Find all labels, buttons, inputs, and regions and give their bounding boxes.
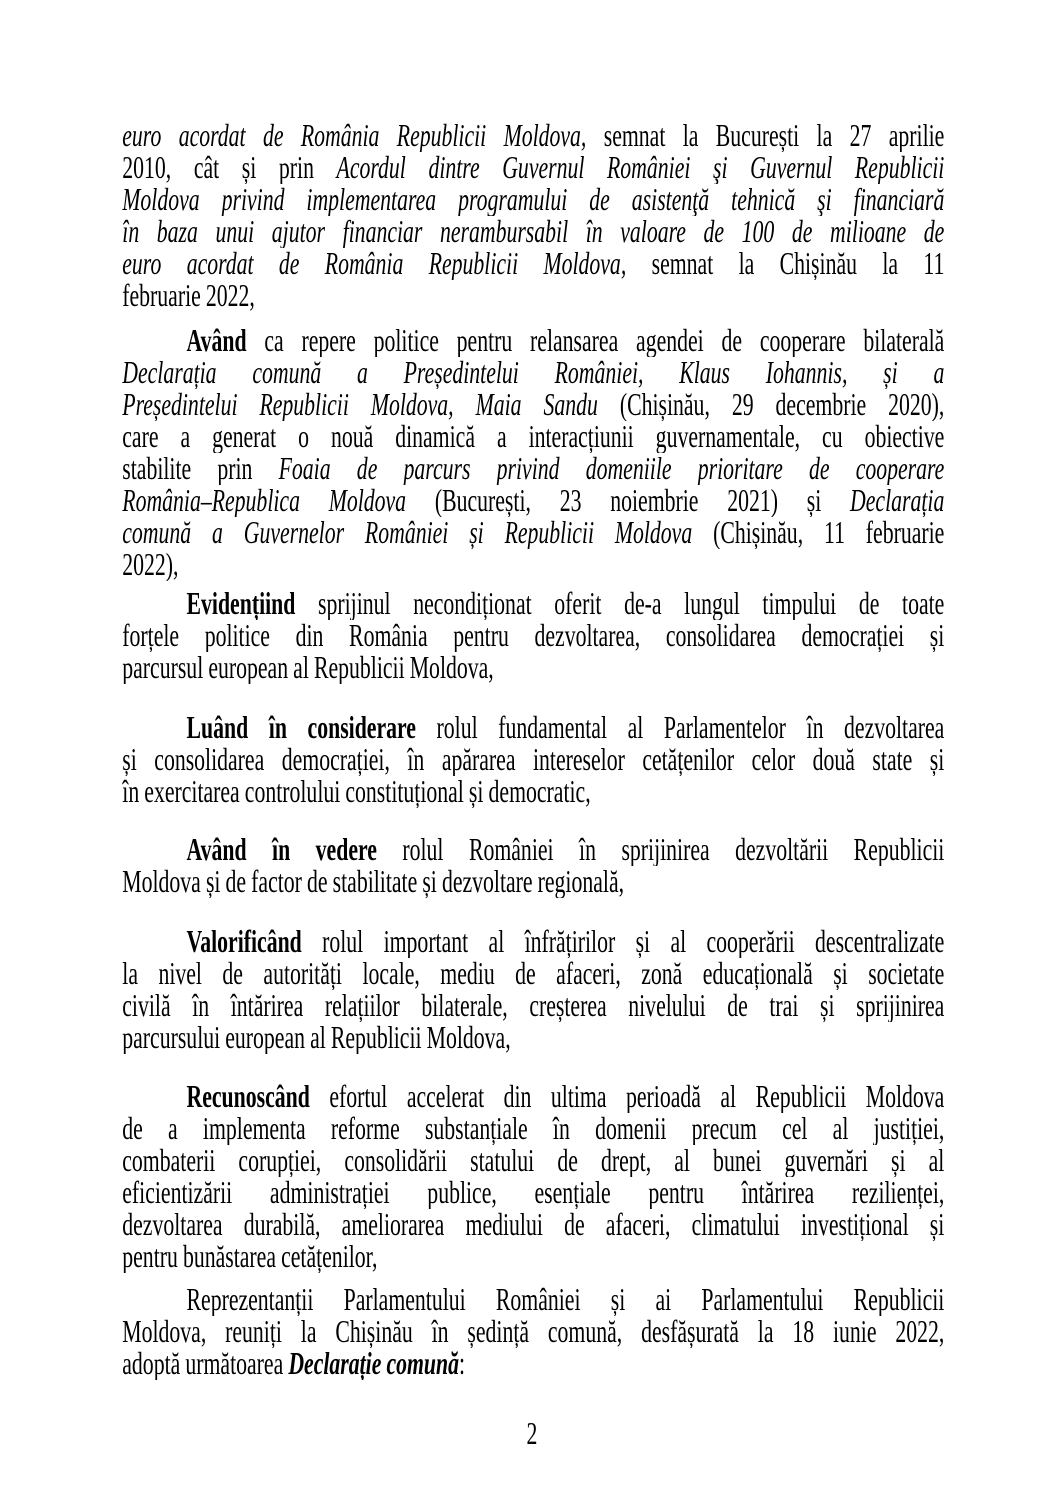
text-line: [122, 120, 944, 152]
text-line: [122, 485, 944, 517]
text-run: rolul important al înfrățirilor și al cooperării descentralizate: [301, 926, 945, 958]
text-run: Recunoscând: [186, 1081, 310, 1113]
text-line: [122, 834, 944, 866]
text-run: Moldova și de factor de stabilitate și dezvoltare regională,: [122, 866, 625, 898]
text-run: rolul României în sprijinirea dezvoltării Republicii: [376, 834, 945, 866]
text-run: Declarația: [850, 485, 945, 517]
paragraph: [122, 834, 944, 898]
text-run: care a generat o nouă dinamică a interacțiunii guvernamentale, cu obiective: [122, 421, 945, 453]
text-run: semnat la Chișinău la 11: [626, 248, 945, 280]
paragraph: [122, 926, 944, 1054]
text-run: euro acordat de România Republicii Moldova,: [122, 248, 627, 280]
text-line: [122, 926, 944, 958]
text-line: [122, 517, 944, 549]
text-run: comună a Guvernelor României și Republicii Moldova: [122, 517, 693, 549]
text-run: (Chișinău, 29 decembrie 2020),: [597, 389, 945, 421]
text-line: [122, 549, 944, 581]
text-run: Valorificând: [186, 926, 302, 958]
text-line: [122, 1113, 944, 1145]
text-run: Moldova, reuniți la Chișinău în ședință comună, desfășurată la 18 iunie 2022,: [122, 1316, 945, 1348]
text-run: rolul fundamental al Parlamentelor în dezvoltarea: [415, 712, 945, 744]
text-line: [122, 620, 944, 652]
text-line: [122, 248, 944, 280]
text-run: Reprezentanții Parlamentului României și ai Parlamentului Republicii: [186, 1284, 945, 1316]
text-line: [122, 588, 944, 620]
text-run: Moldova privind implementarea programului de asistenţă tehnică şi financiară: [122, 184, 945, 216]
text-line: [122, 712, 944, 744]
text-run: stabilite prin: [122, 453, 279, 485]
text-line: [122, 1145, 944, 1177]
text-line: [122, 389, 944, 421]
text-run: parcursului european al Republicii Moldova,: [122, 1022, 511, 1054]
text-run: 2022),: [122, 549, 179, 581]
paragraph: [122, 325, 944, 581]
text-run: pentru bunăstarea cetățenilor,: [122, 1241, 378, 1273]
text-line: [122, 652, 944, 684]
text-line: [122, 1209, 944, 1241]
text-run: și consolidarea democrației, în apărarea intereselor cetățenilor celor două state și: [122, 744, 945, 776]
text-line: [122, 152, 944, 184]
text-run: 2010, cât și prin: [122, 152, 337, 184]
text-run: :: [459, 1348, 466, 1380]
text-line: [122, 776, 944, 808]
text-run: (București, 23 noiembrie 2021) și: [406, 485, 851, 517]
text-line: [122, 990, 944, 1022]
text-run: Având: [186, 325, 247, 357]
text-line: [122, 866, 944, 898]
text-line: [122, 216, 944, 248]
text-run: forțele politice din România pentru dezvoltarea, consolidarea democrației și: [122, 620, 945, 652]
text-run: Evidențiind: [186, 588, 296, 620]
text-run: Luând în considerare: [186, 712, 416, 744]
paragraph: [122, 1284, 944, 1380]
text-line: [122, 1081, 944, 1113]
text-run: Acordul dintre Guvernul României şi Guvernul Republicii: [336, 152, 945, 184]
text-run: euro acordat de România Republicii Moldova,: [122, 120, 587, 152]
text-run: (Chișinău, 11 februarie: [692, 517, 945, 549]
text-line: [122, 744, 944, 776]
text-line: [122, 1316, 944, 1348]
document-body: [122, 120, 944, 1380]
text-run: Declarația comună a Președintelui României, Klaus Iohannis, și a: [122, 357, 945, 389]
text-run: semnat la București la 27 aprilie: [586, 120, 945, 152]
text-run: parcursul european al Republicii Moldova,: [122, 652, 494, 684]
text-run: în exercitarea controlului constituțional și democratic,: [122, 776, 591, 808]
text-run: la nivel de autorități locale, mediu de afaceri, zonă educațională și societate: [122, 958, 945, 990]
text-run: efortul accelerat din ultima perioadă al Republicii Moldova: [309, 1081, 945, 1113]
text-run: sprijinul necondiționat oferit de-a lungul timpului de toate: [295, 588, 945, 620]
text-run: România–Republica Moldova: [122, 485, 407, 517]
text-line: [122, 357, 944, 389]
text-line: [122, 421, 944, 453]
paragraph: [122, 588, 944, 684]
text-line: [122, 958, 944, 990]
text-line: [122, 1241, 944, 1273]
text-run: Având în vedere: [186, 834, 377, 866]
text-run: civilă în întărirea relațiilor bilaterale, creșterea nivelului de trai și sprijinirea: [122, 990, 945, 1022]
text-run: Declarație comună: [288, 1348, 460, 1380]
text-run: Foaia de parcurs privind domeniile prioritare de cooperare: [278, 453, 945, 485]
text-run: de a implementa reforme substanțiale în domenii precum cel al justiției,: [122, 1113, 945, 1145]
paragraph: [122, 120, 944, 312]
text-run: adoptă următoarea: [122, 1348, 289, 1380]
text-line: [122, 280, 944, 312]
text-line: [122, 453, 944, 485]
text-run: dezvoltarea durabilă, ameliorarea mediului de afaceri, climatului investițional și: [122, 1209, 945, 1241]
paragraph: [122, 712, 944, 808]
text-run: Președintelui Republicii Moldova, Maia Sandu: [122, 389, 598, 421]
text-line: [122, 184, 944, 216]
text-line: [122, 1022, 944, 1054]
text-line: [122, 1348, 944, 1380]
text-run: în baza unui ajutor financiar nerambursabil în valoare de 100 de milioane de: [122, 216, 945, 248]
paragraph: [122, 1081, 944, 1273]
text-line: [122, 1177, 944, 1209]
text-line: [122, 325, 944, 357]
text-run: februarie 2022,: [122, 280, 255, 312]
text-run: combaterii corupției, consolidării statului de drept, al bunei guvernări și al: [122, 1145, 945, 1177]
page-number: 2: [526, 1416, 538, 1451]
text-line: [122, 1284, 944, 1316]
text-run: eficientizării administrației publice, esențiale pentru întărirea rezilienței,: [122, 1177, 945, 1209]
text-run: ca repere politice pentru relansarea agendei de cooperare bilaterală: [246, 325, 945, 357]
